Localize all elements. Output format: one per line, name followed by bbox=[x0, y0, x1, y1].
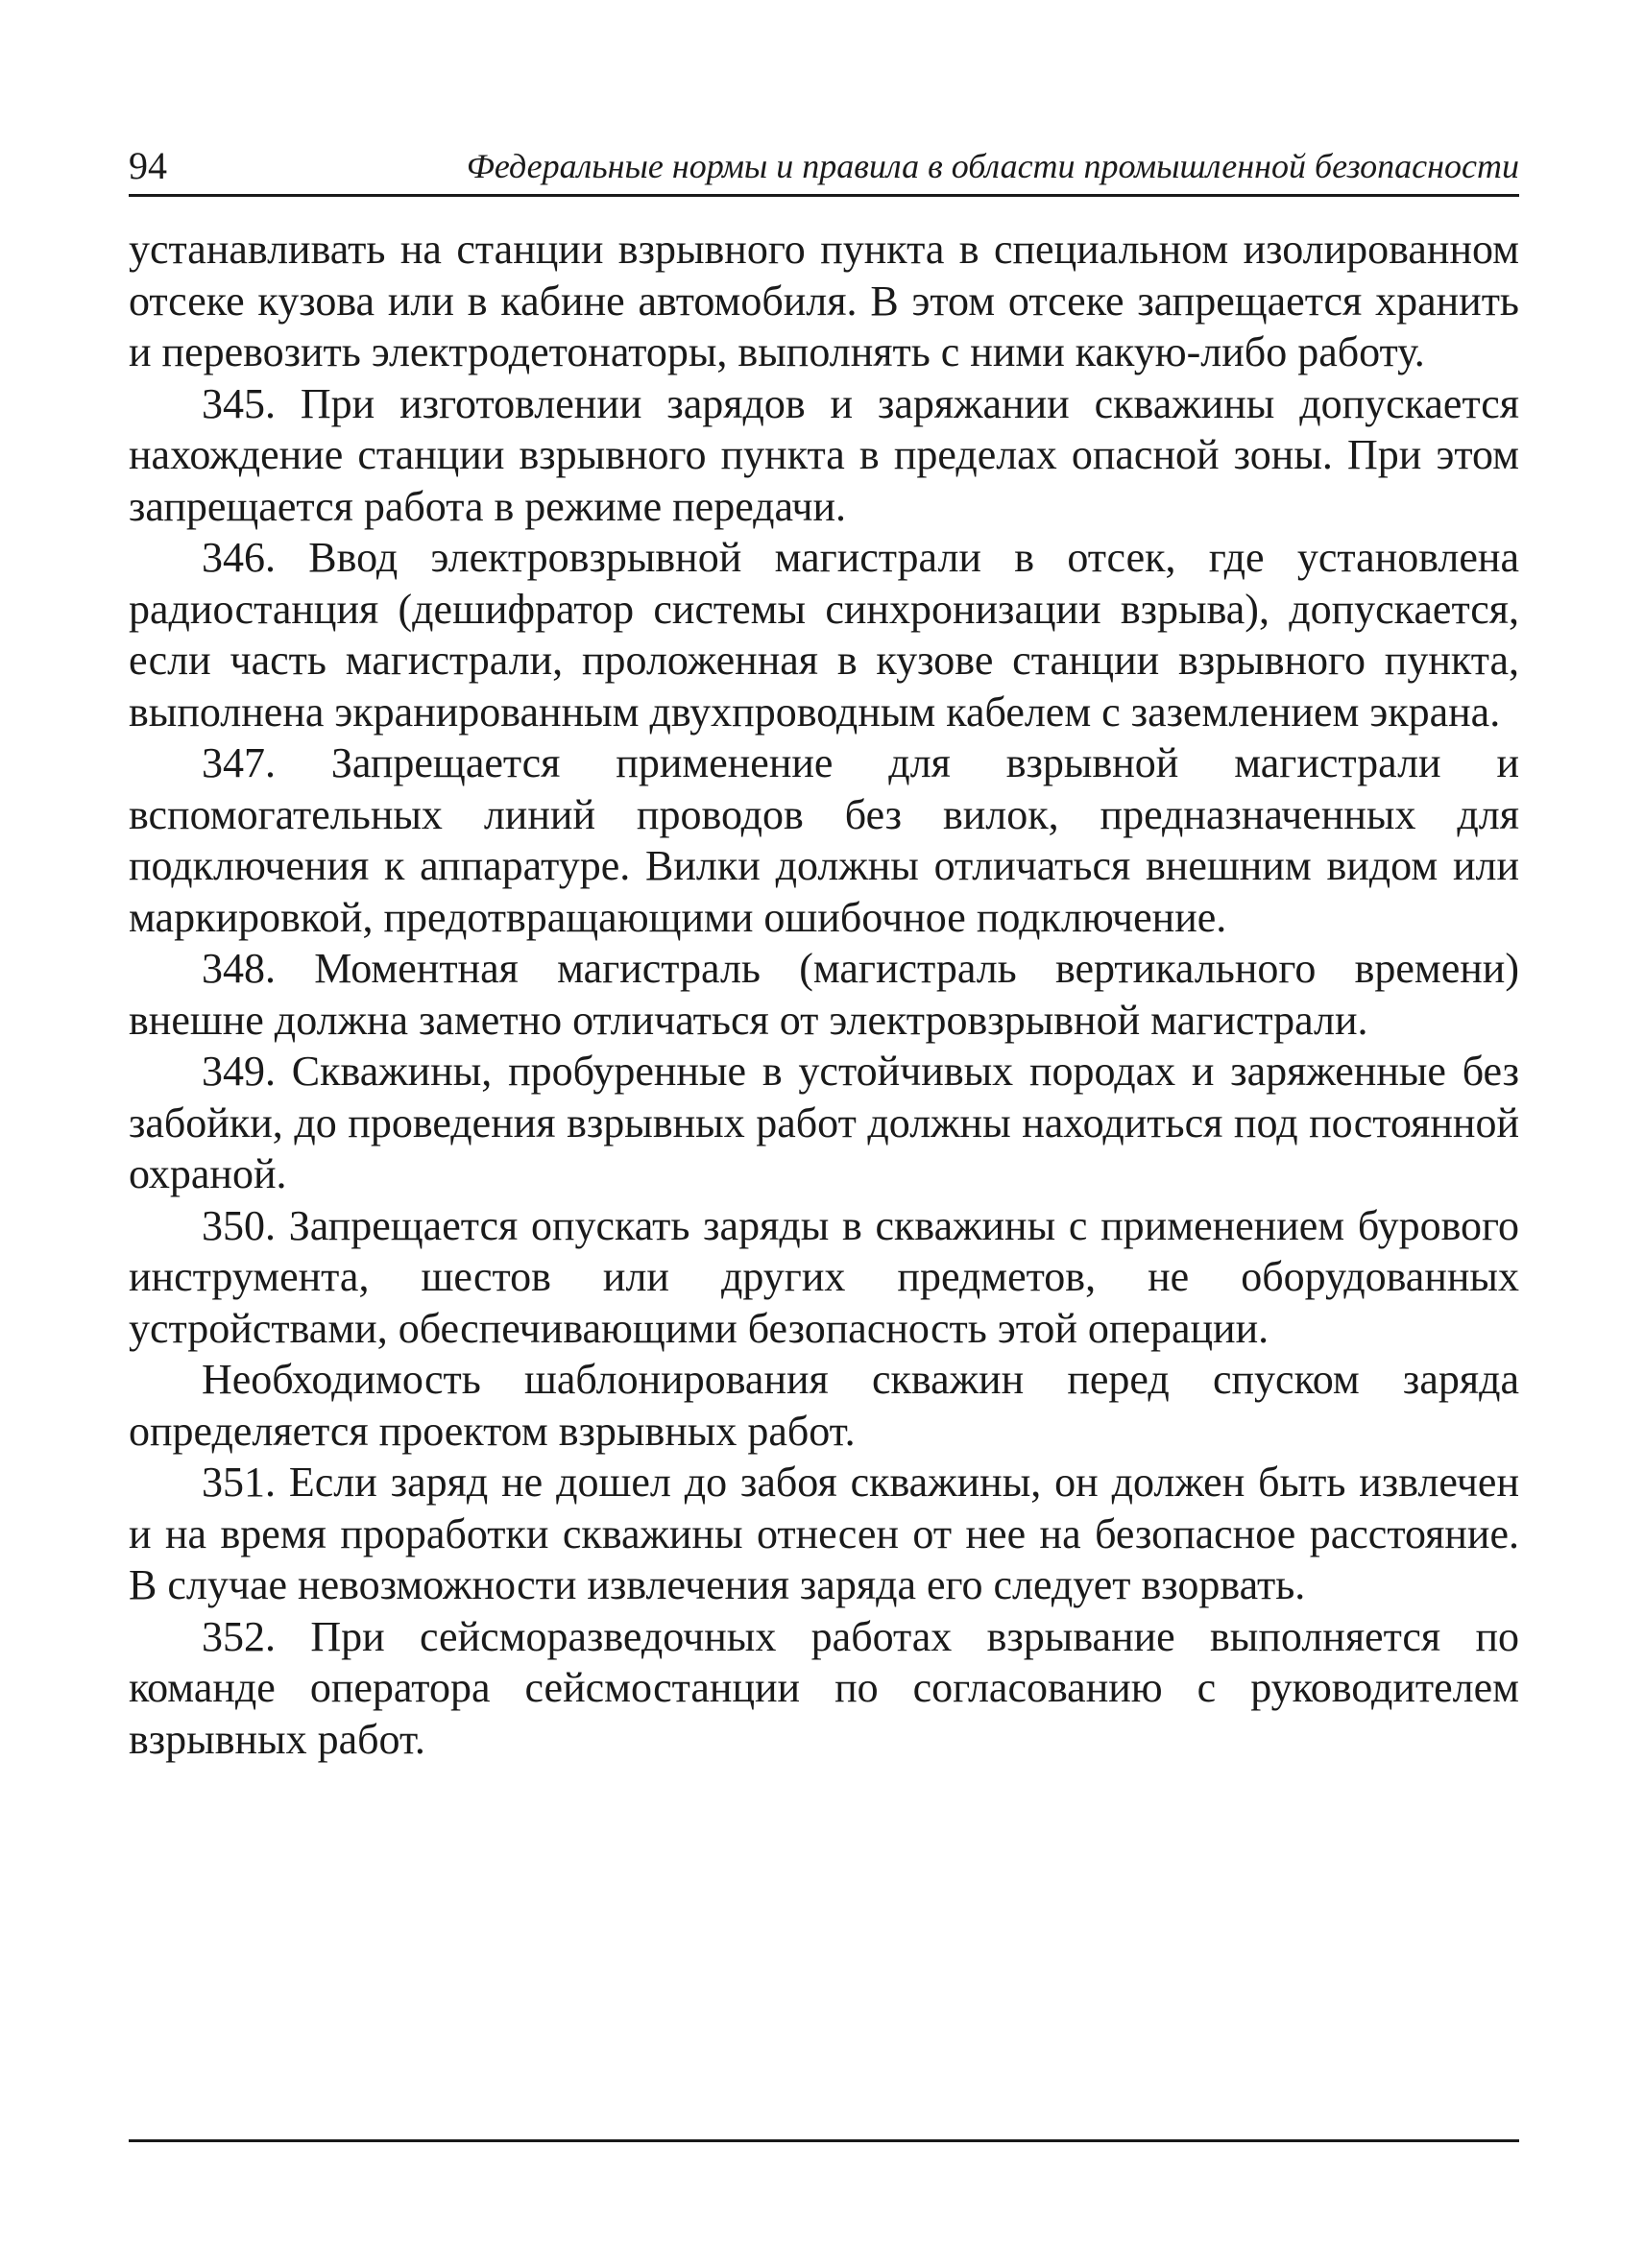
running-title: Федеральные нормы и правила в области промышленной безопасности bbox=[466, 147, 1519, 185]
page bbox=[129, 144, 1519, 1765]
paragraph-346: 346. Ввод электровзрывной магистрали в отсек, где установлена радиостанция (дешифратор системы синхронизации взрыва), допускается, если часть магистрали, проложенная в кузове станции взрывного пункта, выполнена экранированным двухпроводным кабелем с заземлением экрана. bbox=[129, 534, 1519, 736]
paragraph-347: 347. Запрещается применение для взрывной магистрали и вспомогательных линий проводов без вилок, предназначенных для подключения к аппаратуре. Вилки должны отличаться внешним видом или маркировкой, предотвращающими ошибочное подключение. bbox=[129, 739, 1519, 941]
paragraph-350-note: Необходимость шаблонирования скважин перед спуском заряда определяется проектом взрывных работ. bbox=[129, 1356, 1519, 1455]
bottom-rule bbox=[129, 2139, 1519, 2142]
page-number: 94 bbox=[129, 144, 167, 187]
paragraph-350: 350. Запрещается опускать заряды в скважины с применением бурового инструмента, шестов или других предметов, не оборудованных устройствами, обеспечивающими безопасность этой операции. bbox=[129, 1201, 1519, 1352]
paragraph-349: 349. Скважины, пробуренные в устойчивых породах и заряженные без забойки, до проведения взрывных работ должны находиться под постоянной охраной. bbox=[129, 1048, 1519, 1197]
paragraph-345: 345. При изготовлении зарядов и заряжании скважины допускается нахождение станции взрывного пункта в пределах опасной зоны. При этом запрещается работа в режиме передачи. bbox=[129, 379, 1519, 530]
paragraph-352: 352. При сейсморазведочных работах взрывание выполняется по команде оператора сейсмостанции по согласованию с руководителем взрывных работ. bbox=[129, 1612, 1519, 1763]
running-header bbox=[129, 144, 1519, 197]
body-text bbox=[129, 224, 1519, 1765]
paragraph-continuation: устанавливать на станции взрывного пункта в специальном изолированном отсеке кузова или в кабине автомобиля. В этом отсеке запрещается хранить и перевозить электродетонаторы, выполнять с ними какую-либо работу. bbox=[129, 226, 1519, 375]
paragraph-351: 351. Если заряд не дошел до забоя скважины, он должен быть извлечен и на время проработки скважины отнесен от нее на безопасное расстояние. В случае невозможности извлечения заряда его следует взорвать. bbox=[129, 1459, 1519, 1608]
paragraph-348: 348. Моментная магистраль (магистраль вертикального времени) внешне должна заметно отличаться от электровзрывной магистрали. bbox=[129, 945, 1519, 1044]
